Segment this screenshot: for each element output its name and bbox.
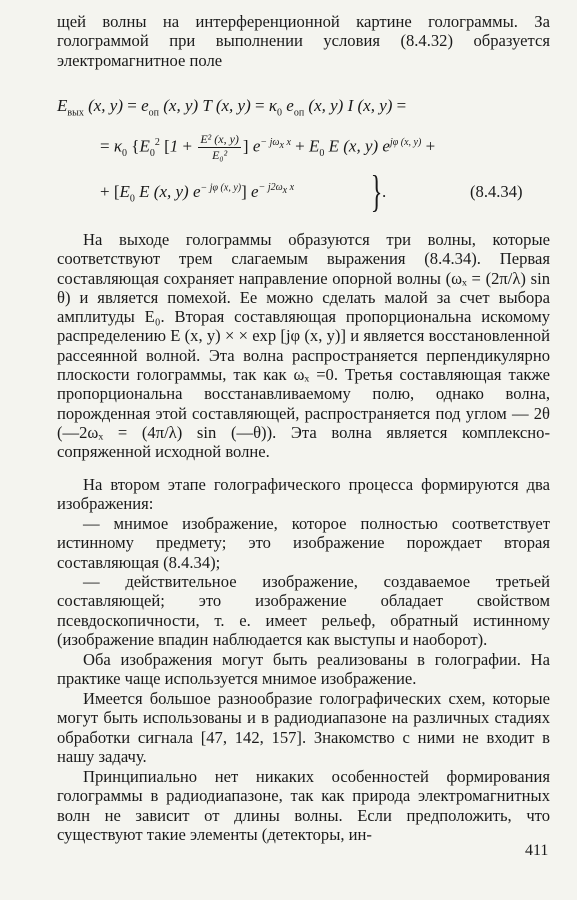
equation-line-2: = $\kappa_0$ {$E_0^2$ [1 + $\frac{\text{E² (x, y)}}{\text{E₀²}}$ ] $e^{- j\omega_x x} + E_0$ E (x, y) $e^{j\varphi (x, y)}$ + [100,132,436,162]
equation-number: (8.4.34) [470,182,523,201]
paragraph-both-images: Оба изображения могут быть реализованы в голографии. На практике чаще используется мнимое изображение. [57,650,550,689]
paragraph-three-waves: На выходе голограммы образуются три волны, которые соответствуют трем слагаемым выражения (8.4.34). Первая составляющая сохраняет направление опорной волны (ωₓ = (2π/λ) sin θ) и является помехой. Ее можно сделать малой за счет выбора амплитуды E₀. Вторая составляющая пропорциональна искомому распределению E (x, y) × × exp [jφ (x, y)] и является восстановленной рассеянной волной. Эта волна распространяется перпендикулярно плоскости голограммы, так как ωₓ =0. Третья составляющая также пропорциональна восстанавливаемому полю, однако волна, порожденная этой составляющей, распространяется под углом — 2θ (—2ωₓ = (4π/λ) sin (—θ)). Эта волна является комплексно-сопряженной исходной волне. [57,230,550,462]
paragraph-second-stage: На втором этапе голографического процесса формируются два изображения: [57,475,550,514]
equation-line-3: + [$E_0$ E (x, y) $e^{- j\varphi (x, y)}$] $e^{- j2\omega_x x}$ [100,182,295,205]
intro-paragraph: щей волны на интерференционной картине голограммы. За голограммой при выполнении условия (8.4.32) образуется электромагнитное поле [57,12,550,70]
page-number: 411 [525,842,549,859]
paragraph-radio-range: Принципиально нет никаких особенностей формирования голограммы в радиодиапазоне, так как природа электромагнитных волн не зависит от длины волны. Если предположить, что существуют такие элементы (детекторы, ин- [57,767,550,844]
paragraph-holographic-schemes: Имеется большое разнообразие голографических схем, которые могут быть использованы и в радиодиапазоне на различных стадиях обработки сигнала [47, 142, 157]. Знакомство с ними не входит в нашу задачу. [57,689,550,766]
paragraph-real-image: — действительное изображение, создаваемое третьей составляющей; это изображение обладает свойством псевдоскопичности, т. е. имеет рельеф, обратный истинному (изображение впадин наблюдается как выступы и наоборот). [57,572,550,649]
equation-line-1: $E_{вых}$ (x, $y) = e_{оп}$ (x, y) T (x, $y) = \kappa_0$ $e_{оп}$ (x, y) I (x, y) = [57,96,407,119]
closing-brace: } [370,167,383,216]
paragraph-virtual-image: — мнимое изображение, которое полностью соответствует истинному предмету; это изображение порождает вторая составляющая (8.4.34); [57,514,550,572]
equation-period: . [382,182,387,201]
